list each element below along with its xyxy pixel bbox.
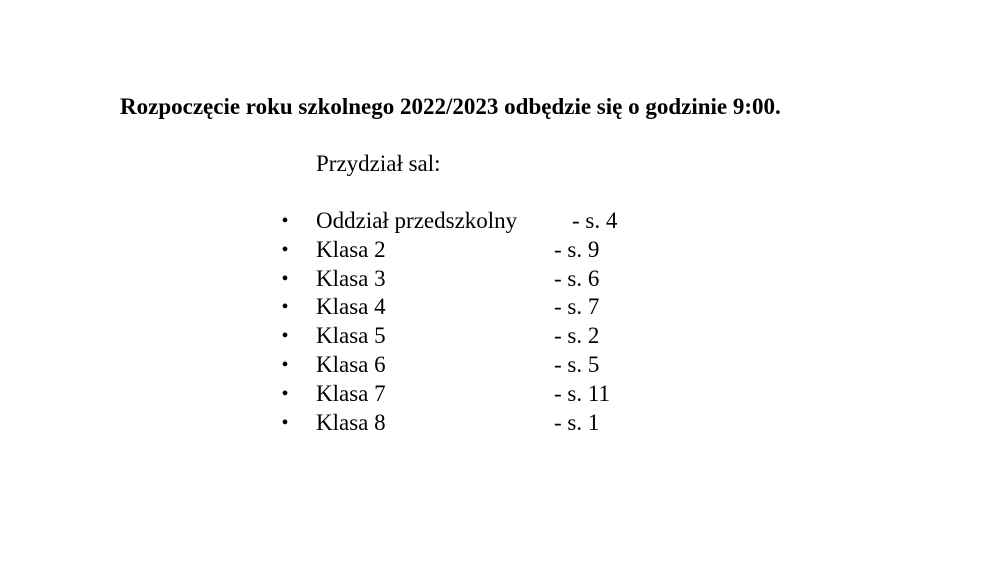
class-name: Klasa 7 [316, 380, 386, 406]
bullet-icon: • [281, 210, 289, 232]
bullet-icon: • [281, 353, 289, 376]
room-number: - s. 11 [554, 380, 611, 406]
room-number: - s. 4 [572, 208, 618, 233]
class-name: Klasa 2 [316, 236, 386, 262]
room-number: - s. 1 [554, 409, 600, 435]
bullet-icon: • [281, 267, 289, 290]
class-name: Klasa 3 [316, 265, 386, 291]
class-name: Klasa 8 [316, 409, 386, 435]
room-number: - s. 5 [554, 351, 600, 377]
room-number: - s. 7 [554, 294, 600, 320]
bullet-icon: • [281, 382, 289, 405]
class-name: Oddział przedszkolny [316, 208, 518, 233]
bullet-icon: • [281, 238, 289, 261]
section-subtitle: Przydział sal: [316, 151, 441, 176]
class-name: Klasa 5 [316, 323, 386, 349]
class-name: Klasa 4 [316, 294, 386, 320]
room-number: - s. 9 [554, 236, 600, 262]
bullet-icon: • [281, 411, 289, 434]
room-number: - s. 2 [554, 323, 600, 349]
room-number: - s. 6 [554, 265, 600, 291]
page-title: Rozpoczęcie roku szkolnego 2022/2023 odbędzie się o godzinie 9:00. [120, 94, 781, 119]
bullet-icon: • [281, 325, 289, 348]
class-name: Klasa 6 [316, 351, 386, 377]
bullet-icon: • [281, 296, 289, 319]
